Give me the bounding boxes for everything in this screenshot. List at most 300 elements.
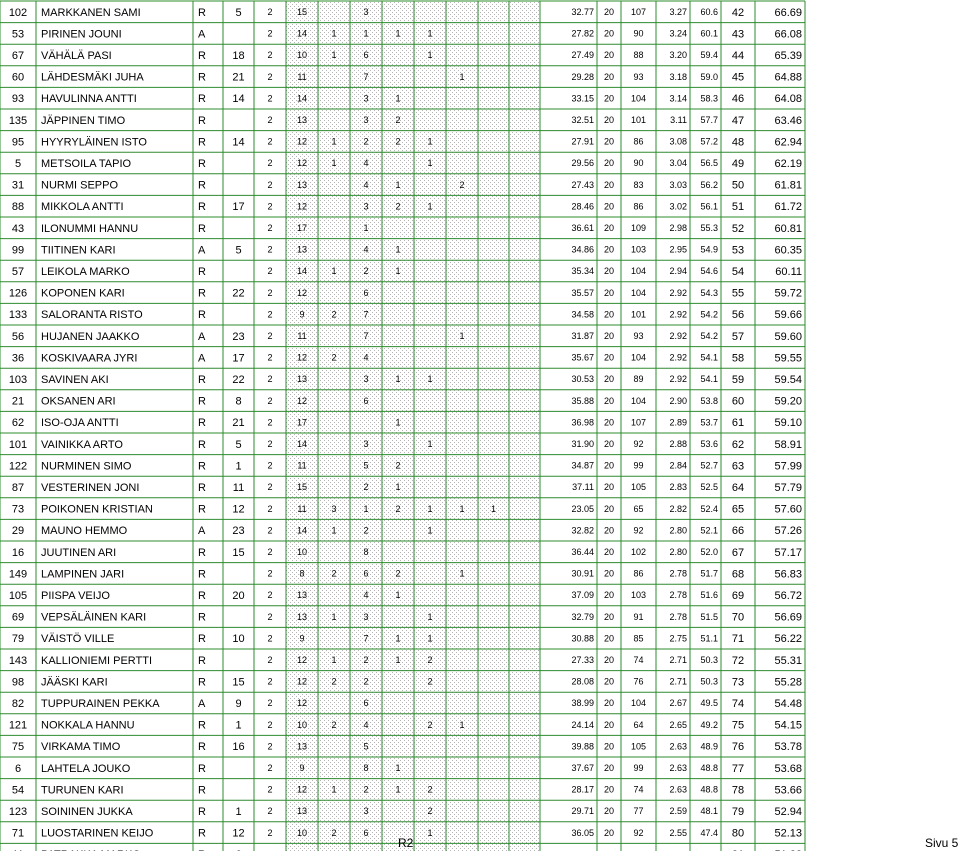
col-c3-cell: 1 (363, 223, 369, 234)
col-c3-cell: 3 (363, 374, 369, 385)
col-rounds-cell: 2 (267, 590, 273, 601)
col-total-cell: 104 (630, 395, 647, 406)
col-rank-cell: 68 (731, 568, 745, 581)
col-number-cell: 88 (11, 201, 25, 214)
col-age-class-cell: 14 (232, 93, 245, 106)
col-name-cell: KOPONEN KARI (41, 287, 125, 300)
col-percent-cell: 51.6 (700, 590, 718, 601)
col-rounds-cell: 2 (267, 395, 273, 406)
col-c1-cell: 13 (296, 741, 308, 752)
col-total-cell: 86 (633, 201, 644, 212)
col-c1-cell: 14 (296, 266, 308, 277)
col-attempts-cell: 20 (603, 784, 615, 795)
col-attempts-cell: 20 (603, 547, 615, 558)
col-series-cell: R (198, 827, 206, 840)
col-attempts-cell: 20 (603, 439, 615, 450)
col-c3-cell: 1 (363, 503, 369, 514)
col-rounds-cell: 2 (267, 460, 273, 471)
col-c1-cell: 14 (296, 93, 308, 104)
col-rank-cell: 74 (731, 697, 745, 710)
col-average-cell: 2.63 (669, 763, 687, 774)
col-total-cell: 92 (633, 525, 644, 536)
col-time-cell: 36.61 (571, 223, 594, 234)
col-name-cell: LEIKOLA MARKO (41, 265, 130, 278)
col-points-cell: 56.83 (774, 568, 802, 581)
col-attempts-cell: 20 (603, 590, 615, 601)
col-c2-cell: 2 (331, 719, 337, 730)
col-age-class-cell: 21 (232, 417, 245, 430)
col-name-cell: TIITINEN KARI (41, 244, 116, 257)
col-series-cell: R (198, 611, 206, 624)
col-age-class-cell: 5 (235, 438, 242, 451)
col-c1-cell: 12 (296, 158, 308, 169)
col-c3-cell: 6 (363, 698, 369, 709)
col-attempts-cell: 20 (603, 568, 615, 579)
col-number-cell: 99 (11, 244, 25, 257)
col-attempts-cell: 20 (603, 503, 615, 514)
col-attempts-cell: 20 (603, 266, 615, 277)
col-rank-cell: 51 (731, 201, 745, 214)
col-number-cell: 69 (11, 611, 25, 624)
col-c1-cell: 8 (299, 568, 305, 579)
col-c3-cell: 4 (363, 590, 369, 601)
col-c1-cell: 11 (297, 503, 307, 514)
col-c1-cell: 10 (296, 50, 308, 61)
col-points-cell: 56.69 (774, 611, 802, 624)
col-total-cell: 83 (633, 179, 644, 190)
col-percent-cell: 52.4 (700, 503, 718, 514)
col-average-cell: 3.02 (669, 201, 687, 212)
col-points-cell: 57.60 (774, 503, 802, 516)
col-c1-cell: 13 (296, 115, 308, 126)
col-rounds-cell: 2 (267, 287, 273, 298)
col-rank-cell: 53 (731, 244, 745, 257)
col-c2-cell: 1 (331, 28, 337, 39)
col-series-cell: R (198, 309, 206, 322)
col-total-cell: 104 (630, 287, 647, 298)
col-points-cell: 59.60 (774, 330, 802, 343)
col-c5-cell: 2 (427, 806, 433, 817)
col-c3-cell: 4 (363, 179, 369, 190)
col-average-cell: 2.78 (669, 590, 687, 601)
col-number-cell: 122 (8, 460, 28, 473)
col-c3-cell: 2 (363, 784, 369, 795)
col-c1-cell: 12 (296, 698, 308, 709)
col-c3-cell: 6 (363, 395, 369, 406)
col-c2-cell: 3 (331, 503, 337, 514)
col-number-cell: 75 (11, 741, 25, 754)
col-series-cell: R (198, 741, 206, 754)
col-rank-cell: 49 (731, 157, 745, 170)
col-points-cell: 58.91 (774, 438, 802, 451)
col-rounds-cell: 2 (267, 136, 273, 147)
col-series-cell: R (198, 157, 206, 170)
col-rounds-cell: 2 (267, 806, 273, 817)
col-average-cell: 3.03 (669, 179, 687, 190)
col-time-cell: 36.44 (571, 547, 594, 558)
col-total-cell: 74 (633, 655, 644, 666)
col-series-cell: R (198, 93, 206, 106)
col-name-cell: MAUNO HEMMO (41, 525, 128, 538)
col-c3-cell: 2 (363, 482, 369, 493)
col-percent-cell: 54.1 (700, 374, 718, 385)
col-c3-cell: 4 (363, 352, 369, 363)
col-c1-cell: 11 (297, 71, 307, 82)
col-c4-cell: 1 (395, 266, 401, 277)
col-c2-cell: 1 (331, 525, 337, 536)
col-attempts-cell: 20 (603, 633, 615, 644)
col-c3-cell: 3 (363, 611, 369, 622)
col-average-cell: 2.82 (669, 503, 687, 514)
col-time-cell: 28.08 (571, 676, 594, 687)
col-c1-cell: 10 (296, 547, 308, 558)
col-name-cell: LÄHDESMÄKI JUHA (41, 71, 144, 84)
col-points-cell: 57.99 (774, 460, 802, 473)
col-attempts-cell: 20 (603, 525, 615, 536)
col-attempts-cell: 20 (603, 115, 615, 126)
col-c3-cell: 2 (363, 655, 369, 666)
col-age-class-cell: 14 (232, 136, 245, 149)
col-total-cell: 99 (633, 763, 644, 774)
col-average-cell: 2.65 (669, 719, 687, 730)
col-name-cell: JÄPPINEN TIMO (41, 114, 126, 127)
dotted-column-fill (478, 1, 509, 851)
col-average-cell: 2.92 (669, 331, 687, 342)
col-rounds-cell: 2 (267, 482, 273, 493)
col-name-cell: MIKKOLA ANTTI (41, 201, 124, 214)
col-total-cell: 86 (633, 568, 644, 579)
col-number-cell: 102 (8, 6, 28, 19)
col-points-cell: 59.66 (774, 309, 802, 322)
col-time-cell: 37.11 (572, 482, 594, 493)
col-c1-cell: 13 (296, 179, 308, 190)
col-rank-cell: 48 (731, 136, 745, 149)
col-c4-cell: 1 (395, 784, 401, 795)
col-average-cell: 2.90 (669, 395, 687, 406)
col-points-cell: 53.66 (774, 784, 802, 797)
col-rounds-cell: 2 (267, 763, 273, 774)
col-points-cell: 54.48 (774, 697, 802, 710)
col-age-class-cell: 5 (235, 6, 242, 19)
col-c4-cell: 2 (395, 115, 401, 126)
col-c4-cell: 2 (395, 503, 401, 514)
col-c1-cell: 17 (296, 223, 308, 234)
col-c5-cell: 1 (427, 439, 433, 450)
col-attempts-cell: 20 (603, 676, 615, 687)
col-rank-cell: 80 (731, 827, 745, 840)
col-time-cell: 35.57 (571, 287, 594, 298)
col-c3-cell: 2 (363, 266, 369, 277)
col-total-cell: 92 (633, 439, 644, 450)
col-attempts-cell: 20 (603, 806, 615, 817)
col-attempts-cell: 20 (603, 244, 615, 255)
col-attempts-cell: 20 (603, 223, 615, 234)
col-rank-cell: 70 (731, 611, 745, 624)
col-c3-cell: 2 (363, 525, 369, 536)
col-points-cell: 64.88 (774, 71, 802, 84)
col-series-cell: R (198, 460, 206, 473)
col-number-cell: 143 (8, 654, 28, 667)
col-rounds-cell: 2 (267, 827, 273, 838)
col-age-class-cell: 1 (235, 805, 242, 818)
col-c3-cell: 8 (363, 763, 369, 774)
col-rounds-cell: 2 (267, 611, 273, 622)
col-c3-cell: 4 (363, 244, 369, 255)
col-points-cell: 60.81 (774, 222, 802, 235)
col-c2-cell: 1 (331, 158, 337, 169)
col-average-cell: 2.80 (669, 547, 687, 558)
col-c3-cell: 6 (363, 287, 369, 298)
col-rank-cell: 76 (731, 741, 745, 754)
col-time-cell: 36.98 (571, 417, 594, 428)
col-c1-cell: 10 (296, 827, 308, 838)
col-age-class-cell: 15 (232, 676, 245, 689)
col-time-cell: 35.67 (571, 352, 594, 363)
col-age-class-cell: 12 (232, 503, 245, 516)
col-name-cell: HYYRYLÄINEN ISTO (41, 136, 147, 149)
col-average-cell: 3.08 (669, 136, 687, 147)
col-total-cell: 90 (633, 158, 644, 169)
col-c5-cell: 1 (427, 158, 433, 169)
col-percent-cell: 60.6 (700, 7, 718, 18)
col-average-cell: 3.18 (669, 71, 687, 82)
col-time-cell: 28.46 (571, 201, 594, 212)
col-age-class-cell: 1 (235, 460, 242, 473)
col-series-cell: A (198, 525, 206, 538)
col-rank-cell: 54 (731, 265, 745, 278)
col-attempts-cell: 20 (603, 28, 615, 39)
col-average-cell: 2.71 (669, 676, 687, 687)
col-rank-cell: 42 (731, 6, 745, 19)
col-average-cell: 2.80 (669, 525, 687, 536)
col-time-cell: 30.53 (571, 374, 594, 385)
col-series-cell: R (198, 265, 206, 278)
col-number-cell: 36 (11, 352, 25, 365)
col-c1-cell: 11 (297, 460, 307, 471)
col-percent-cell: 48.8 (700, 763, 718, 774)
col-total-cell: 85 (633, 633, 644, 644)
col-percent-cell: 48.8 (700, 784, 718, 795)
col-c3-cell: 4 (363, 158, 369, 169)
col-name-cell: VÄISTÖ VILLE (41, 633, 115, 646)
col-percent-cell: 59.4 (700, 50, 718, 61)
col-average-cell: 2.63 (669, 784, 687, 795)
col-average-cell: 2.71 (669, 655, 687, 666)
col-age-class-cell: 10 (232, 633, 245, 646)
col-average-cell: 2.88 (669, 439, 687, 450)
col-attempts-cell: 20 (603, 395, 615, 406)
col-c3-cell: 3 (363, 439, 369, 450)
col-percent-cell: 59.0 (700, 71, 718, 82)
col-rank-cell: 63 (731, 460, 745, 473)
col-c5-cell: 1 (427, 50, 433, 61)
col-name-cell: VAINIKKA ARTO (41, 438, 123, 451)
col-c1-cell: 10 (296, 719, 308, 730)
col-c1-cell: 13 (296, 806, 308, 817)
col-attempts-cell: 20 (603, 417, 615, 428)
col-attempts-cell: 20 (603, 374, 615, 385)
col-total-cell: 77 (633, 806, 644, 817)
col-series-cell: A (198, 697, 206, 710)
col-average-cell: 2.84 (669, 460, 687, 471)
col-points-cell: 62.94 (774, 136, 802, 149)
col-time-cell: 32.82 (571, 525, 594, 536)
col-name-cell: VIRKAMA TIMO (41, 741, 121, 754)
col-series-cell: R (198, 654, 206, 667)
col-percent-cell: 50.3 (700, 676, 718, 687)
col-time-cell: 34.87 (571, 460, 594, 471)
col-age-class-cell: 18 (232, 49, 245, 62)
col-rounds-cell: 2 (267, 655, 273, 666)
col-average-cell: 3.24 (669, 28, 687, 39)
col-average-cell: 2.92 (669, 309, 687, 320)
col-number-cell: 126 (8, 287, 28, 300)
col-average-cell: 2.78 (669, 568, 687, 579)
col-c5-cell: 2 (427, 655, 433, 666)
col-number-cell: 105 (8, 589, 28, 602)
col-name-cell: KOSKIVAARA JYRI (41, 352, 138, 365)
col-time-cell: 27.43 (571, 179, 594, 190)
col-name-cell: VÄHÄLÄ PASI (41, 49, 112, 62)
col-total-cell: 101 (630, 309, 647, 320)
col-rounds-cell: 2 (267, 439, 273, 450)
col-c4-cell: 1 (395, 633, 401, 644)
col-c1-cell: 12 (296, 784, 308, 795)
col-average-cell: 2.92 (669, 287, 687, 298)
col-number-cell: 73 (11, 503, 25, 516)
col-time-cell: 24.14 (571, 719, 594, 730)
col-percent-cell: 53.7 (700, 417, 718, 428)
col-rounds-cell: 2 (267, 331, 273, 342)
col-name-cell: NOKKALA HANNU (41, 719, 135, 732)
col-time-cell: 29.28 (571, 71, 594, 82)
col-number-cell: 57 (11, 265, 25, 278)
col-c6-cell: 1 (459, 71, 465, 82)
col-c2-cell: 2 (331, 676, 337, 687)
col-number-cell: 79 (11, 633, 25, 646)
col-c1-cell: 9 (299, 309, 305, 320)
col-rank-cell: 52 (731, 222, 745, 235)
col-number-cell: 98 (11, 676, 25, 689)
col-total-cell: 86 (633, 136, 644, 147)
col-series-cell: R (198, 719, 206, 732)
col-c3-cell: 6 (363, 827, 369, 838)
col-number-cell: 67 (11, 49, 25, 62)
col-c7-cell: 1 (490, 503, 497, 514)
col-c1-cell: 12 (296, 655, 308, 666)
col-attempts-cell: 20 (603, 698, 615, 709)
page-number-label: Sivu 5 (925, 836, 959, 850)
col-percent-cell: 54.1 (700, 352, 718, 363)
col-points-cell: 62.19 (774, 157, 802, 170)
col-rounds-cell: 2 (267, 28, 273, 39)
col-attempts-cell: 20 (603, 93, 615, 104)
col-c5-cell: 2 (427, 676, 433, 687)
col-rounds-cell: 2 (267, 71, 273, 82)
col-rank-cell: 59 (731, 373, 745, 386)
col-points-cell: 57.17 (774, 546, 802, 559)
col-c4-cell: 1 (395, 374, 401, 385)
col-rounds-cell: 2 (267, 503, 273, 514)
col-c1-cell: 13 (296, 374, 308, 385)
col-c2-cell: 1 (331, 611, 337, 622)
col-c6-cell: 1 (459, 568, 465, 579)
col-percent-cell: 54.9 (700, 244, 718, 255)
col-number-cell: 103 (8, 373, 28, 386)
col-c4-cell: 1 (395, 590, 401, 601)
col-series-cell: R (198, 222, 206, 235)
col-rounds-cell: 2 (267, 352, 273, 363)
col-c3-cell: 7 (363, 309, 369, 320)
col-points-cell: 60.11 (775, 265, 802, 278)
col-rank-cell: 72 (731, 654, 745, 667)
col-percent-cell: 51.5 (700, 611, 718, 622)
col-time-cell: 27.91 (571, 136, 594, 147)
col-series-cell: R (198, 201, 206, 214)
col-average-cell: 3.04 (669, 158, 687, 169)
col-series-cell: R (198, 438, 206, 451)
col-c4-cell: 1 (395, 244, 401, 255)
col-total-cell: 99 (633, 460, 644, 471)
col-percent-cell: 53.8 (700, 395, 718, 406)
col-percent-cell: 51.1 (700, 633, 718, 644)
col-average-cell: 2.59 (669, 806, 687, 817)
col-c4-cell: 1 (395, 655, 401, 666)
col-total-cell: 101 (630, 115, 647, 126)
col-rank-cell: 78 (731, 784, 745, 797)
col-total-cell: 88 (633, 50, 644, 61)
col-total-cell: 91 (633, 611, 644, 622)
col-age-class-cell: 8 (235, 395, 242, 408)
col-series-cell: R (198, 49, 206, 62)
col-c5-cell: 1 (427, 28, 433, 39)
col-c3-cell: 3 (363, 201, 369, 212)
col-c2-cell: 1 (331, 784, 337, 795)
col-average-cell: 2.83 (669, 482, 687, 493)
col-rank-cell: 77 (731, 762, 745, 775)
col-points-cell: 54.15 (774, 719, 802, 732)
col-rounds-cell: 2 (267, 201, 273, 212)
col-number-cell: 60 (11, 71, 25, 84)
col-c2-cell: 1 (331, 136, 337, 147)
col-c1-cell: 14 (296, 439, 308, 450)
col-name-cell: LAMPINEN JARI (41, 568, 125, 581)
col-percent-cell: 54.6 (700, 266, 718, 277)
col-time-cell: 35.88 (571, 395, 594, 406)
col-number-cell: 16 (11, 546, 25, 559)
col-total-cell: 104 (630, 352, 647, 363)
col-rank-cell: 71 (731, 633, 745, 646)
col-rounds-cell: 2 (267, 676, 273, 687)
col-c5-cell: 1 (427, 633, 433, 644)
col-average-cell: 2.78 (669, 611, 687, 622)
col-age-class-cell: 12 (232, 827, 245, 840)
col-total-cell: 103 (630, 244, 647, 255)
col-time-cell: 37.09 (571, 590, 594, 601)
col-rounds-cell: 2 (267, 547, 273, 558)
col-total-cell: 93 (633, 331, 644, 342)
col-name-cell: JUUTINEN ARI (41, 546, 117, 559)
col-time-cell: 28.17 (571, 784, 594, 795)
col-series-cell: A (198, 330, 206, 343)
col-rank-cell: 43 (731, 28, 745, 41)
col-rounds-cell: 2 (267, 244, 273, 255)
col-attempts-cell: 20 (603, 719, 615, 730)
col-age-class-cell: 22 (232, 373, 245, 386)
col-age-class-cell: 16 (232, 741, 245, 754)
col-series-cell: R (198, 395, 206, 408)
col-c2-cell: 2 (331, 309, 337, 320)
